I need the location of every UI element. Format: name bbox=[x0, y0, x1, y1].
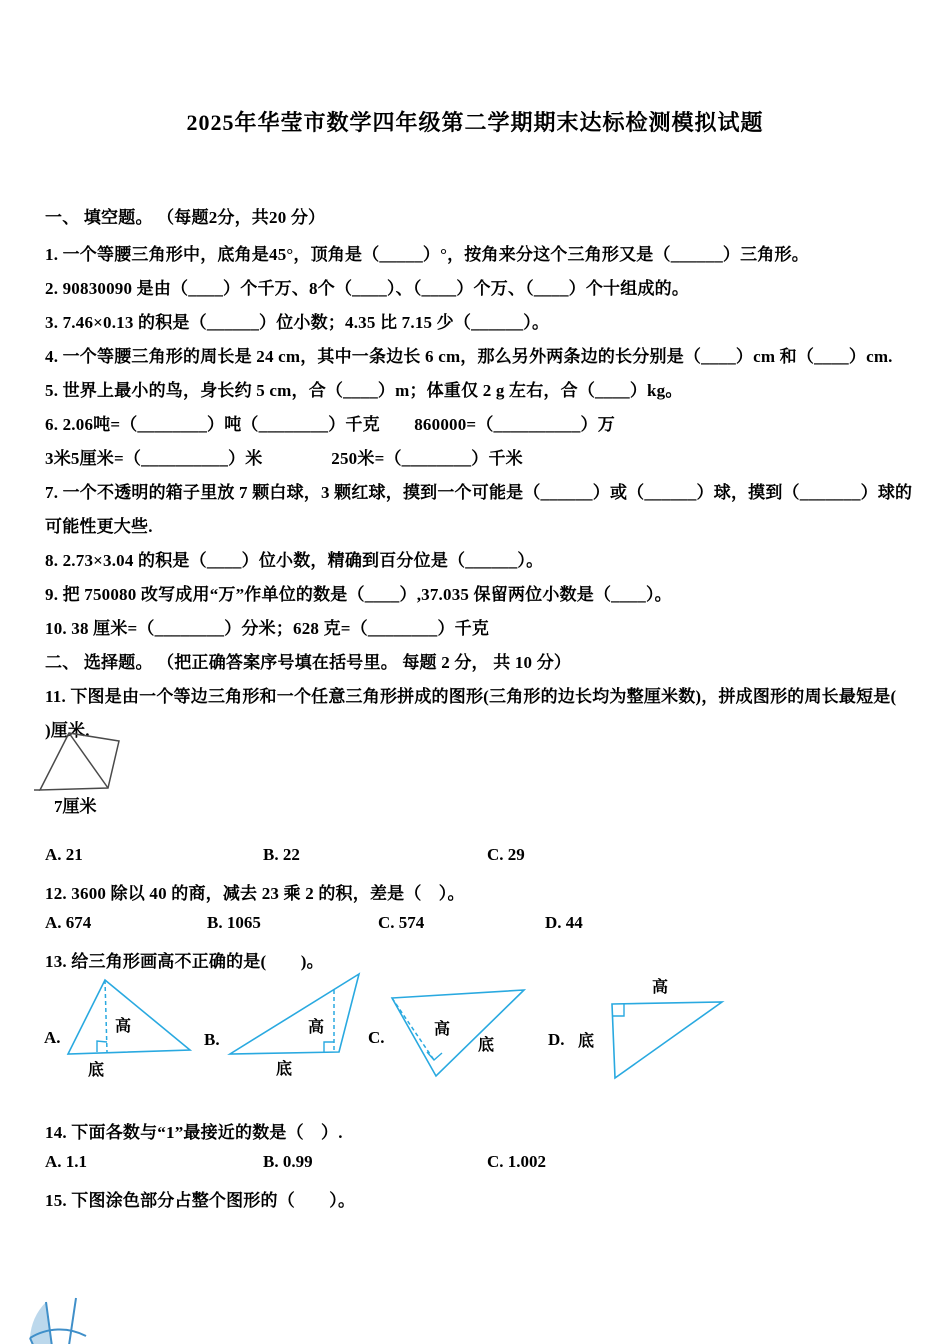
fill-q10: 10. 38 厘米=（________）分米；628 克=（________）千克 bbox=[45, 619, 490, 638]
triangle-c-base-label: 底 bbox=[478, 1037, 495, 1054]
choice-q14: 14. 下面各数与“1”最接近的数是（ ）. bbox=[45, 1123, 343, 1142]
fill-q4: 4. 一个等腰三角形的周长是 24 cm，其中一条边长 6 cm，那么另外两条边的长分别是（____）cm 和（____）cm. bbox=[45, 347, 893, 366]
fill-q1: 1. 一个等腰三角形中，底角是45°，顶角是（_____）°，按角来分这个三角形又是（______）三角形。 bbox=[45, 245, 809, 264]
triangle-a-base-label: 底 bbox=[88, 1062, 105, 1079]
triangle-c-height-line bbox=[392, 998, 434, 1060]
q13-triangle-d bbox=[570, 976, 730, 1086]
triangle-d-base-label: 底 bbox=[578, 1033, 595, 1050]
choice-q12: 12. 3600 除以 40 的商，减去 23 乘 2 的积，差是（ ）。 bbox=[45, 884, 465, 903]
q13-triangle-c bbox=[388, 984, 538, 1088]
q13-triangle-a bbox=[58, 974, 198, 1080]
triangle-b-outline bbox=[230, 974, 359, 1054]
fill-q6-line2: 3米5厘米=（__________）米 250米=（________）千米 bbox=[45, 449, 523, 468]
triangle-d-right-angle-icon bbox=[612, 1004, 624, 1016]
q14-option-b: B. 0.99 bbox=[263, 1152, 313, 1171]
choice-q11-line1: 11. 下图是由一个等边三角形和一个任意三角形拼成的图形(三角形的边长均为整厘米数)，拼成图形的周长最短是( bbox=[45, 687, 897, 706]
q12-option-b: B. 1065 bbox=[207, 913, 261, 932]
triangle-b-right-angle-icon bbox=[324, 1042, 334, 1052]
q13-letter-b: B. bbox=[204, 1030, 220, 1049]
q13-triangle-b bbox=[224, 966, 372, 1078]
triangle-c-outline bbox=[392, 990, 524, 1076]
q15-partial-figure bbox=[26, 1286, 90, 1344]
exam-title: 2025年华莹市数学四年级第二学期期末达标检测模拟试题 bbox=[186, 110, 764, 135]
fill-q7-line2: 可能性更大些. bbox=[45, 517, 153, 536]
q11-base-label: 7厘米 bbox=[54, 797, 97, 816]
triangle-c-height-label: 高 bbox=[434, 1021, 451, 1038]
q11-quadrilateral-figure bbox=[24, 724, 144, 820]
q13-letter-d: D. bbox=[548, 1030, 565, 1049]
q11-option-c: C. 29 bbox=[487, 845, 525, 864]
fill-q9: 9. 把 750080 改写成用“万”作单位的数是（____）,37.035 保留两位小数是（____）。 bbox=[45, 585, 672, 604]
triangle-b-height-label: 高 bbox=[308, 1019, 325, 1036]
triangle-a-height-label: 高 bbox=[115, 1018, 132, 1035]
choice-q11-line2: )厘米. bbox=[45, 721, 90, 740]
fill-q3: 3. 7.46×0.13 的积是（______）位小数；4.35 比 7.15 少（______）。 bbox=[45, 313, 550, 332]
q11-option-b: B. 22 bbox=[263, 845, 300, 864]
fill-q2: 2. 90830090 是由（____）个千万、8个（____）、（____）个万、（____）个十组成的。 bbox=[45, 279, 690, 298]
triangle-d-height-label: 高 bbox=[652, 979, 669, 996]
q13-letter-c: C. bbox=[368, 1028, 385, 1047]
q14-option-c: C. 1.002 bbox=[487, 1152, 547, 1171]
fill-q6-line1: 6. 2.06吨=（________）吨（________）千克 860000=（__________）万 bbox=[45, 415, 615, 434]
triangle-d-outline bbox=[612, 1002, 722, 1078]
q12-option-d: D. 44 bbox=[545, 913, 583, 932]
choice-q13: 13. 给三角形画高不正确的是( )。 bbox=[45, 952, 324, 971]
section-fill-heading: 一、 填空题。 （每题2分，共20 分） bbox=[45, 208, 326, 227]
fill-q7-line1: 7. 一个不透明的箱子里放 7 颗白球，3 颗红球，摸到一个可能是（______）或（______）球，摸到（_______）球的 bbox=[45, 483, 913, 502]
triangle-a-outline bbox=[68, 980, 190, 1054]
q15-shaded-sector bbox=[30, 1302, 60, 1344]
q15-sector-line bbox=[60, 1298, 76, 1344]
q11-option-a: A. 21 bbox=[45, 845, 83, 864]
q14-option-a: A. 1.1 bbox=[45, 1152, 88, 1171]
triangle-a-right-angle-icon bbox=[97, 1041, 107, 1052]
q13-letter-a: A. bbox=[44, 1028, 61, 1047]
q12-option-c: C. 574 bbox=[378, 913, 425, 932]
q12-option-a: A. 674 bbox=[45, 913, 92, 932]
section-choice-heading: 二、 选择题。 （把正确答案序号填在括号里。 每题 2 分， 共 10 分） bbox=[45, 653, 572, 672]
quadrilateral-diagonal bbox=[69, 733, 108, 788]
choice-q15: 15. 下图涂色部分占整个图形的（ ）。 bbox=[45, 1191, 356, 1210]
fill-q5: 5. 世界上最小的鸟，身长约 5 cm，合（____）m；体重仅 2 g 左右，合（____）kg。 bbox=[45, 381, 683, 400]
triangle-b-base-label: 底 bbox=[276, 1061, 293, 1078]
quadrilateral-outline bbox=[40, 733, 119, 790]
fill-q8: 8. 2.73×3.04 的积是（____）位小数，精确到百分位是（______）。 bbox=[45, 551, 544, 570]
